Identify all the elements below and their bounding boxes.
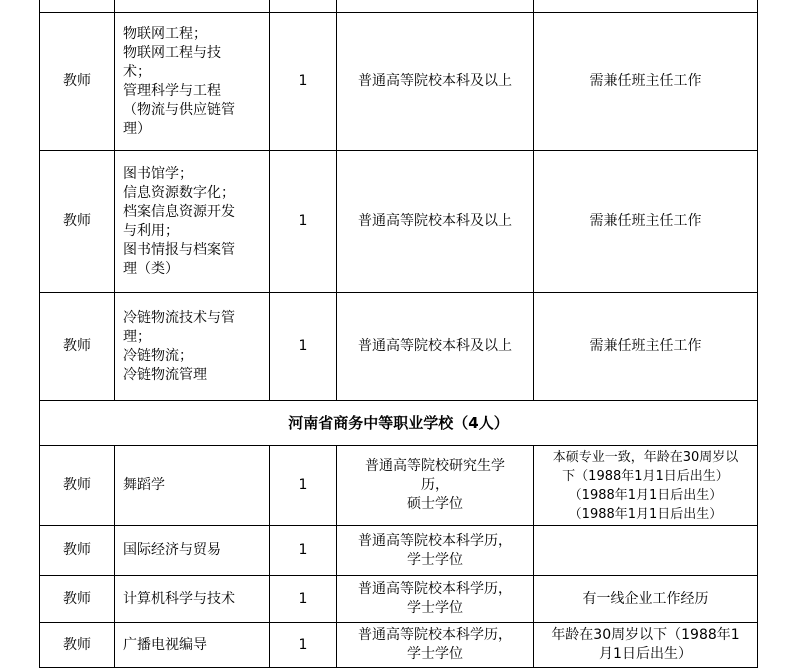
requirement-line: 学士学位: [407, 551, 463, 568]
count-cell: 1: [270, 576, 337, 623]
note-cell: [534, 0, 758, 13]
requirement-line: 学士学位: [407, 600, 463, 616]
note-line: （1988年1月1日后出生）: [568, 487, 723, 503]
count-cell: [270, 0, 337, 13]
table-row: [40, 293, 758, 401]
major-line: 管理科学与工程: [123, 82, 221, 99]
requirement-line: 普通高等院校本科学历，: [358, 532, 512, 549]
requirement-line: 普通高等院校研究生学: [365, 458, 505, 474]
position-cell: 教师: [40, 13, 115, 151]
major-cell: [115, 13, 270, 151]
major-cell: 国际经济与贸易: [115, 526, 270, 576]
major-line: 理；: [123, 328, 151, 345]
note-line: 本硕专业一致，年龄在30周岁以: [552, 449, 739, 465]
position-cell: 教师: [40, 526, 115, 576]
major-cell: [115, 293, 270, 401]
major-line: 术；: [123, 63, 151, 80]
major-line: 冷链物流技术与管: [123, 309, 235, 326]
requirement-line: 历，: [421, 477, 449, 493]
note-cell: [534, 526, 758, 576]
count-cell: 1: [270, 446, 337, 526]
position-cell: [40, 0, 115, 13]
requirement-cell: 普通高等院校本科及以上: [337, 293, 534, 401]
major-cell: [115, 0, 270, 13]
position-cell: 教师: [40, 576, 115, 623]
major-line: 图书情报与档案管: [123, 241, 235, 258]
major-cell: 广播电视编导: [115, 623, 270, 668]
count-cell: 1: [270, 623, 337, 668]
note-cell: [534, 446, 758, 526]
table-row: [40, 0, 758, 13]
major-line: （物流与供应链管: [123, 101, 235, 118]
requirement-cell: [337, 576, 534, 623]
major-line: 冷链物流；: [123, 347, 193, 364]
note-line: （1988年1月1日后出生）: [568, 506, 723, 522]
major-line: 信息资源数字化；: [123, 184, 235, 201]
note-cell: 需兼任班主任工作: [534, 13, 758, 151]
requirement-cell: [337, 623, 534, 668]
table-row: [40, 13, 758, 151]
table-row: [40, 526, 758, 576]
requirement-line: 普通高等院校本科学历，: [358, 627, 512, 643]
table-row: [40, 446, 758, 526]
major-line: 图书馆学；: [123, 165, 193, 182]
position-cell: 教师: [40, 623, 115, 668]
table-row: [40, 576, 758, 623]
requirement-cell: 普通高等院校本科及以上: [337, 151, 534, 293]
requirement-cell: 普通高等院校本科及以上: [337, 13, 534, 151]
major-line: 与利用；: [123, 222, 179, 239]
requirement-cell: [337, 526, 534, 576]
requirement-line: 普通高等院校本科学历，: [358, 581, 512, 597]
major-cell: [115, 151, 270, 293]
note-line: 月1日后出生）: [599, 646, 692, 662]
position-cell: 教师: [40, 293, 115, 401]
major-line: 冷链物流管理: [123, 366, 207, 383]
table-row: [40, 623, 758, 668]
major-cell: 计算机科学与技术: [115, 576, 270, 623]
major-line: 物联网工程；: [123, 25, 207, 42]
position-cell: 教师: [40, 446, 115, 526]
major-line: 档案信息资源开发: [123, 203, 235, 220]
note-line: 下（1988年1月1日后出生）: [562, 468, 729, 484]
table-row: [40, 151, 758, 293]
section-header-row: [40, 401, 758, 446]
major-cell: 舞蹈学: [115, 446, 270, 526]
requirement-line: 学士学位: [407, 646, 463, 662]
note-cell: [534, 623, 758, 668]
count-cell: 1: [270, 293, 337, 401]
note-cell: 需兼任班主任工作: [534, 293, 758, 401]
major-line: 理）: [123, 120, 151, 137]
count-cell: 1: [270, 526, 337, 576]
major-line: 物联网工程与技: [123, 44, 221, 61]
count-cell: 1: [270, 151, 337, 293]
note-cell: 需兼任班主任工作: [534, 151, 758, 293]
count-cell: 1: [270, 13, 337, 151]
note-line: 年龄在30周岁以下（1988年1: [551, 627, 740, 643]
recruitment-table: [39, 0, 758, 668]
major-line: 理（类）: [123, 260, 179, 277]
section-title: 河南省商务中等职业学校（4人）: [40, 401, 758, 446]
note-cell: 有一线企业工作经历: [534, 576, 758, 623]
position-cell: 教师: [40, 151, 115, 293]
requirement-cell: [337, 0, 534, 13]
requirement-line: 硕士学位: [407, 496, 463, 512]
requirement-cell: [337, 446, 534, 526]
